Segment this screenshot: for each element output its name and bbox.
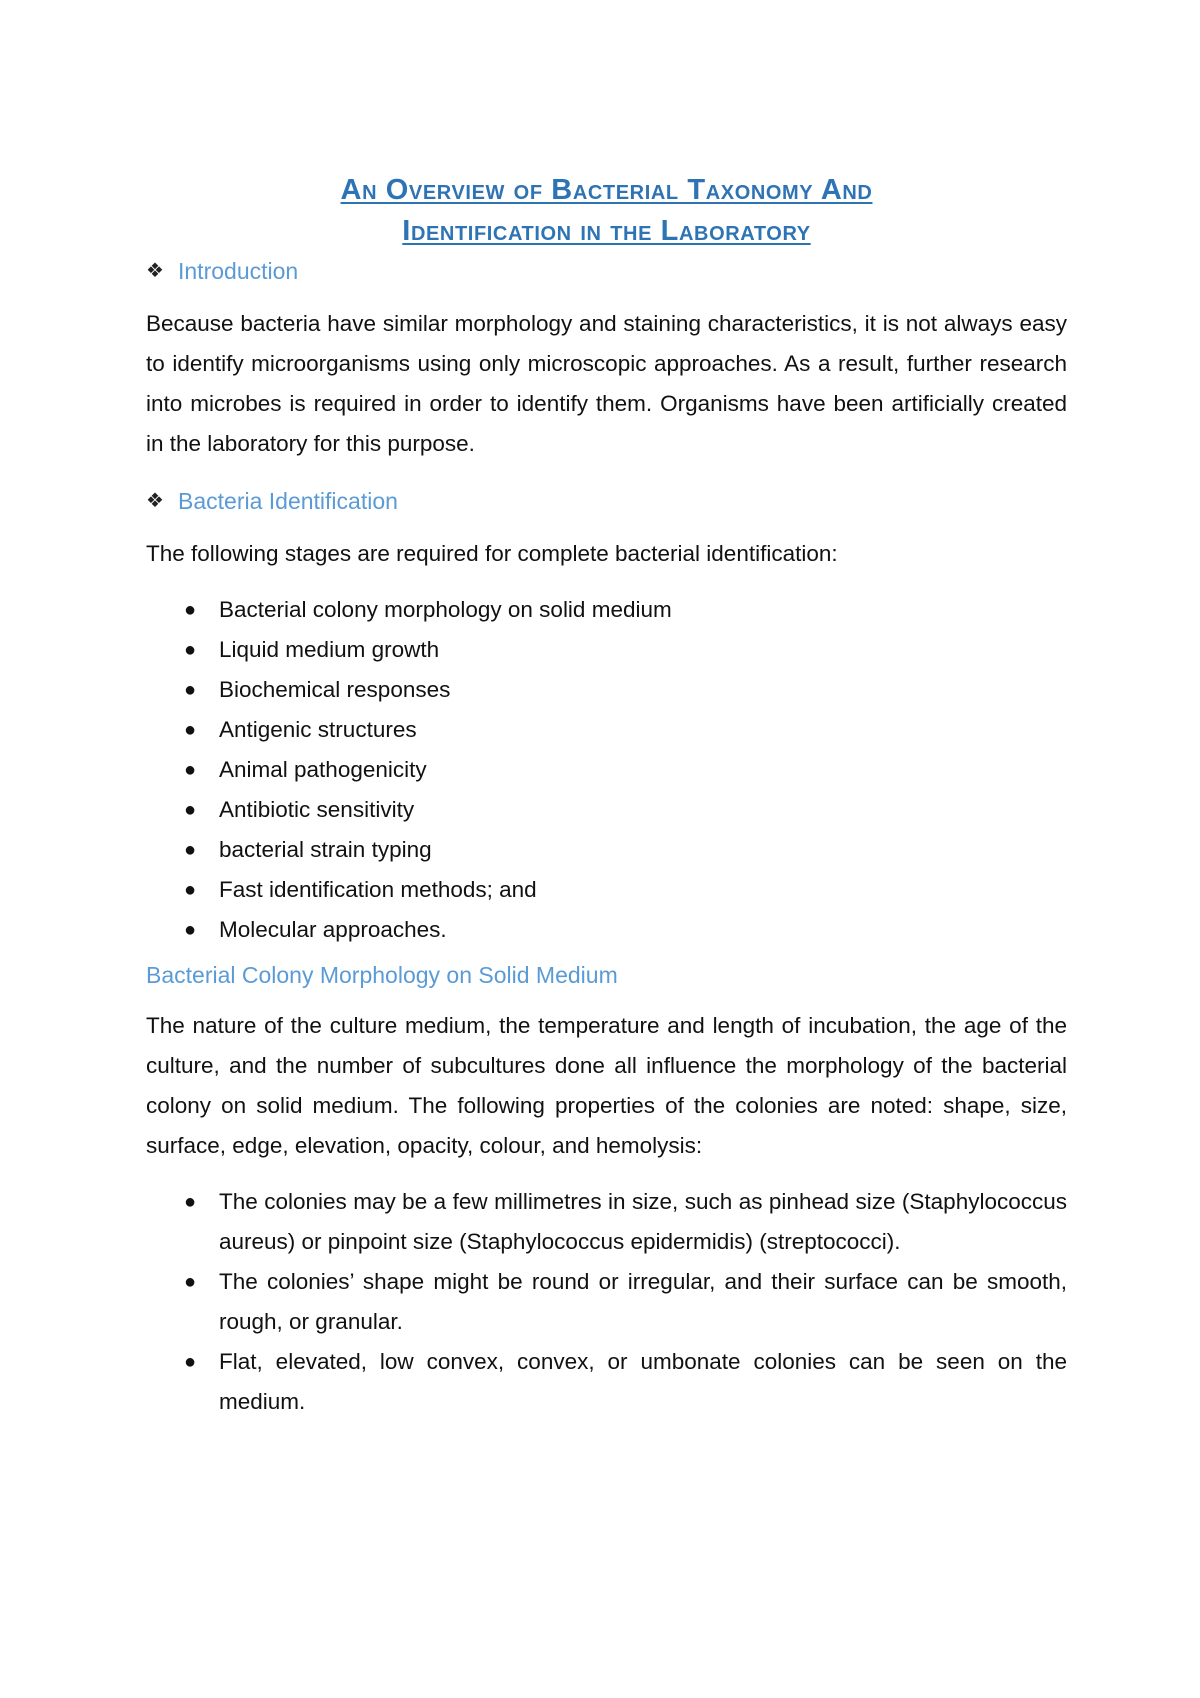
list-item: ● The colonies’ shape might be round or irregular, and their surface can be smooth, rough, or granular.: [146, 1262, 1067, 1342]
bullet-icon: ●: [184, 679, 197, 701]
bullet-icon: ●: [184, 599, 197, 621]
colony-morphology-paragraph: The nature of the culture medium, the temperature and length of incubation, the age of the culture, and the number of subcultures done all influence the morphology of the bacterial colony on solid medium. The following properties of the colonies are noted: shape, size, surface, edge, elevation, opacity, colour, and hemolysis:: [146, 1013, 1067, 1158]
list-item: ● Molecular approaches.: [146, 910, 1067, 950]
section-heading-label: Bacteria Identification: [178, 488, 398, 514]
list-item: ● Antigenic structures: [146, 710, 1067, 750]
diamond-icon: ❖: [146, 490, 164, 512]
colony-properties-list: [146, 1182, 1067, 1422]
section-heading-identification: [146, 486, 1067, 516]
list-item: ● Animal pathogenicity: [146, 750, 1067, 790]
identification-intro: The following stages are required for complete bacterial identification:: [146, 541, 838, 566]
list-item: ● Antibiotic sensitivity: [146, 790, 1067, 830]
bullet-icon: ●: [184, 1191, 197, 1213]
bullet-icon: ●: [184, 719, 197, 741]
subheading-colony-morphology: Bacterial Colony Morphology on Solid Medium: [146, 962, 618, 988]
bullet-icon: ●: [184, 639, 197, 661]
list-item: ● Biochemical responses: [146, 670, 1067, 710]
list-item: ● Flat, elevated, low convex, convex, or umbonate colonies can be seen on the medium.: [146, 1342, 1067, 1422]
bullet-icon: ●: [184, 839, 197, 861]
title-line-2: Identification in the Laboratory: [402, 215, 811, 247]
list-item: ● Liquid medium growth: [146, 630, 1067, 670]
bullet-icon: ●: [184, 799, 197, 821]
bullet-icon: ●: [184, 1351, 197, 1373]
list-item: ● The colonies may be a few millimetres in size, such as pinhead size (Staphylococcus aureus) or pinpoint size (Staphylococcus epidermidis) (streptococci).: [146, 1182, 1067, 1262]
title-line-1: An Overview of Bacterial Taxonomy And: [340, 174, 873, 206]
bullet-icon: ●: [184, 919, 197, 941]
diamond-icon: ❖: [146, 260, 164, 282]
bullet-icon: ●: [184, 879, 197, 901]
introduction-paragraph: Because bacteria have similar morphology and staining characteristics, it is not always easy to identify microorganisms using only microscopic approaches. As a result, further research into microbes is required in order to identify them. Organisms have been artificially created in the laboratory for this purpose.: [146, 311, 1067, 456]
identification-stages-list: [146, 590, 1067, 950]
list-item: ● bacterial strain typing: [146, 830, 1067, 870]
list-item: ● Bacterial colony morphology on solid medium: [146, 590, 1067, 630]
bullet-icon: ●: [184, 1271, 197, 1293]
bullet-icon: ●: [184, 759, 197, 781]
section-heading-label: Introduction: [178, 258, 299, 284]
document-title: [146, 170, 1067, 252]
list-item: ● Fast identification methods; and: [146, 870, 1067, 910]
section-heading-introduction: [146, 256, 1067, 286]
